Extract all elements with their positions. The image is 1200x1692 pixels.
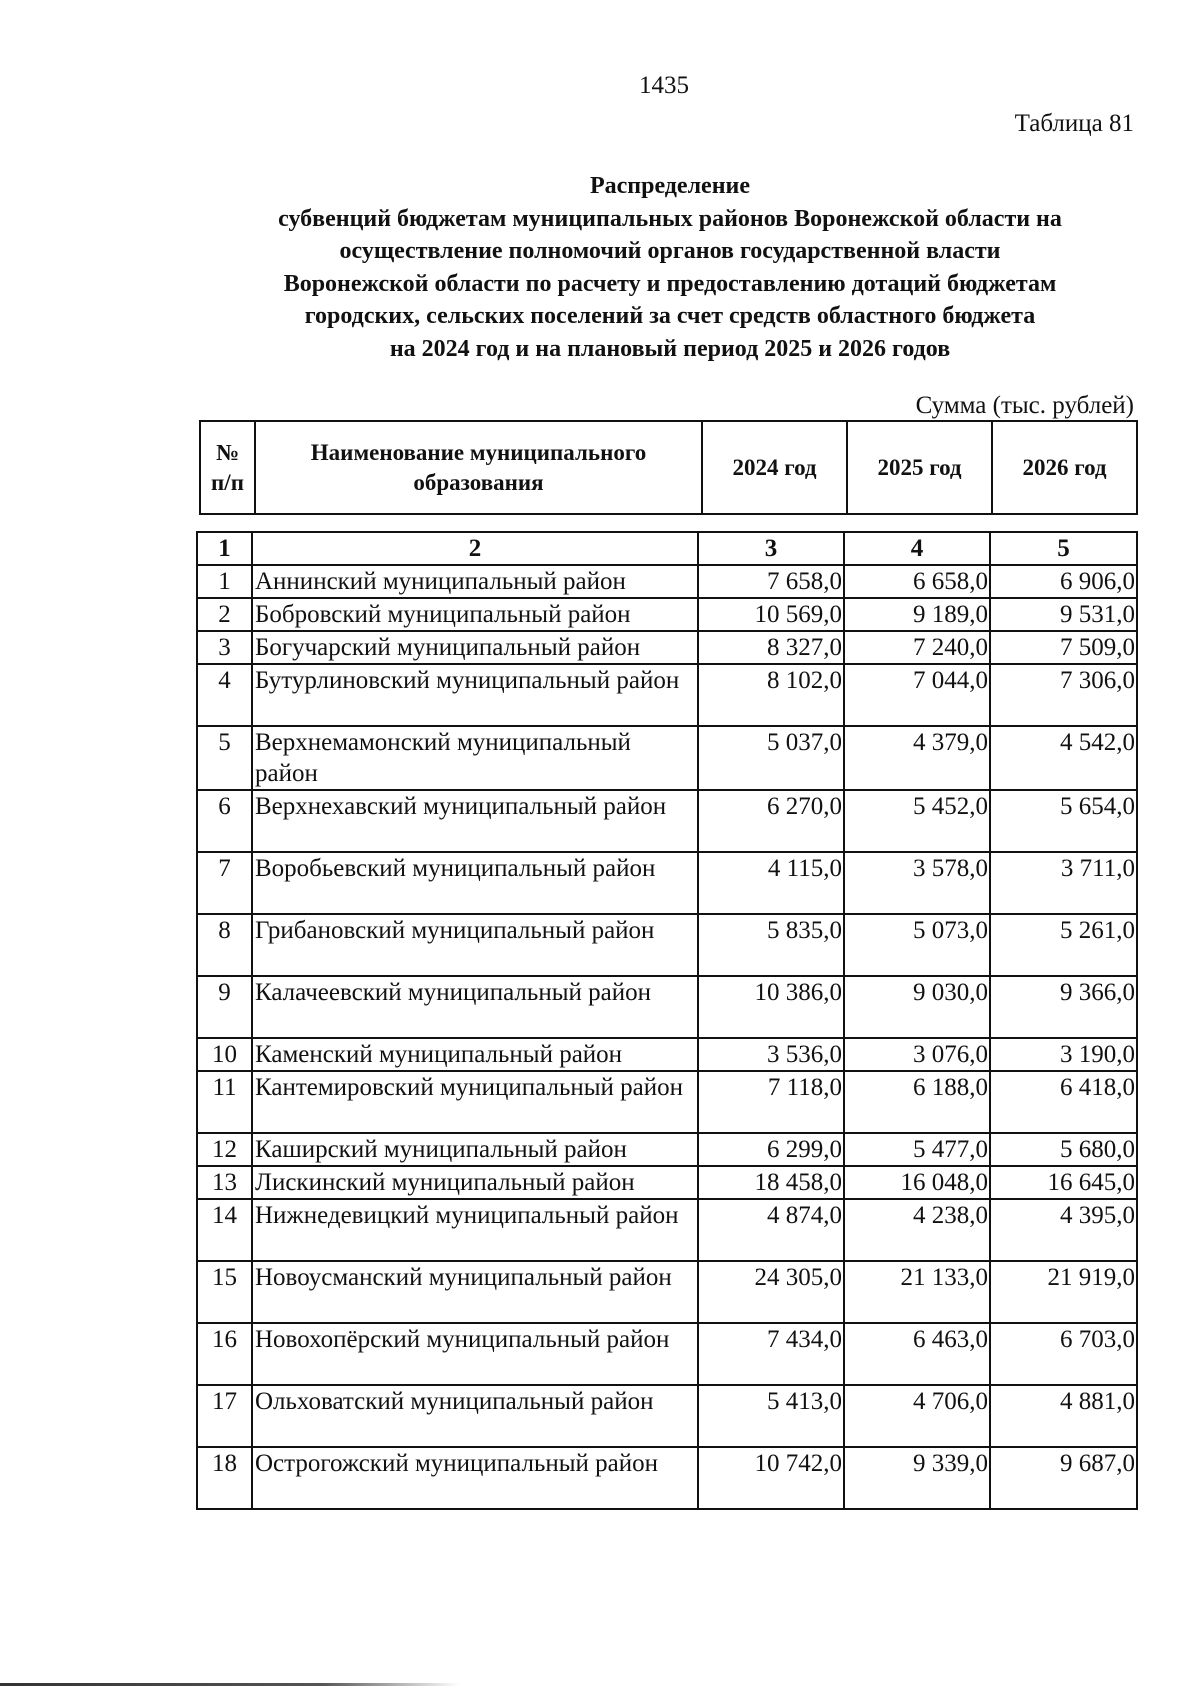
- row-name: Каменский муниципальный район: [252, 1038, 698, 1071]
- value-2025: 3 076,0: [844, 1038, 990, 1071]
- column-number: 1: [197, 532, 252, 565]
- title-line: осуществление полномочий органов государственной власти: [339, 238, 1001, 264]
- column-number-row: [197, 532, 1137, 565]
- value-2024: 5 037,0: [698, 726, 844, 790]
- value-2026: 9 687,0: [990, 1447, 1137, 1509]
- row-number: 9: [197, 976, 252, 1038]
- value-2024: 7 434,0: [698, 1323, 844, 1385]
- row-name: Новоусманский муниципальный район: [252, 1261, 698, 1323]
- value-2026: 16 645,0: [990, 1166, 1137, 1199]
- table-row: [197, 976, 1137, 1038]
- row-name: Бобровский муниципальный район: [252, 598, 698, 631]
- header-name: [255, 421, 702, 514]
- value-2026: 4 881,0: [990, 1385, 1137, 1447]
- value-2025: 6 658,0: [844, 565, 990, 598]
- value-2024: 4 115,0: [698, 852, 844, 914]
- value-2025: 4 238,0: [844, 1199, 990, 1261]
- title-line: Воронежской области по расчету и предоставлению дотаций бюджетам: [283, 270, 1057, 297]
- value-2026: 4 542,0: [990, 726, 1137, 790]
- header-name-line2: образования: [413, 469, 544, 495]
- table-row: [197, 631, 1137, 664]
- row-number: 14: [197, 1199, 252, 1261]
- value-2026: 5 261,0: [990, 914, 1137, 976]
- row-number: 1: [197, 565, 252, 598]
- value-2025: 5 452,0: [844, 790, 990, 852]
- value-2024: 5 413,0: [698, 1385, 844, 1447]
- value-2026: 21 919,0: [990, 1261, 1137, 1323]
- row-name: Верхнехавский муниципальный район: [252, 790, 698, 852]
- row-number: 5: [197, 726, 252, 790]
- table-row: [197, 1323, 1137, 1385]
- row-number: 12: [197, 1133, 252, 1166]
- value-2026: 7 509,0: [990, 631, 1137, 664]
- row-number: 10: [197, 1038, 252, 1071]
- value-2024: 18 458,0: [698, 1166, 844, 1199]
- column-number: 4: [844, 532, 990, 565]
- value-2025: 6 188,0: [844, 1071, 990, 1133]
- header-2025: 2025 год: [847, 421, 992, 514]
- table-row: [197, 790, 1137, 852]
- header-number: [200, 421, 255, 514]
- row-name: Лискинский муниципальный район: [252, 1166, 698, 1199]
- value-2026: 3 190,0: [990, 1038, 1137, 1071]
- value-2026: 6 418,0: [990, 1071, 1137, 1133]
- value-2026: 3 711,0: [990, 852, 1137, 914]
- row-name: Острогожский муниципальный район: [252, 1447, 698, 1509]
- row-name: Каширский муниципальный район: [252, 1133, 698, 1166]
- row-name: Верхнемамонский муниципальный район: [252, 726, 698, 790]
- table-row: [197, 1199, 1137, 1261]
- row-name: Грибановский муниципальный район: [252, 914, 698, 976]
- row-name: Нижнедевицкий муниципальный район: [252, 1199, 698, 1261]
- table-row: [197, 1133, 1137, 1166]
- table-row: [197, 1071, 1137, 1133]
- value-2026: 9 366,0: [990, 976, 1137, 1038]
- row-number: 18: [197, 1447, 252, 1509]
- title-line: субвенций бюджетам муниципальных районов Воронежской области на: [278, 205, 1062, 232]
- column-number: 3: [698, 532, 844, 565]
- value-2024: 4 874,0: [698, 1199, 844, 1261]
- table-row: [197, 726, 1137, 790]
- value-2024: 10 742,0: [698, 1447, 844, 1509]
- row-name: Аннинский муниципальный район: [252, 565, 698, 598]
- value-2025: 9 339,0: [844, 1447, 990, 1509]
- value-2025: 6 463,0: [844, 1323, 990, 1385]
- value-2026: 7 306,0: [990, 664, 1137, 726]
- value-2025: 7 240,0: [844, 631, 990, 664]
- table-label: Таблица 81: [1014, 110, 1134, 137]
- value-2025: 4 706,0: [844, 1385, 990, 1447]
- row-number: 13: [197, 1166, 252, 1199]
- value-2024: 3 536,0: [698, 1038, 844, 1071]
- table-row: [197, 598, 1137, 631]
- value-2024: 8 102,0: [698, 664, 844, 726]
- column-number: 2: [252, 532, 698, 565]
- value-2025: 3 578,0: [844, 852, 990, 914]
- value-2025: 21 133,0: [844, 1261, 990, 1323]
- column-number: 5: [990, 532, 1137, 565]
- row-number: 7: [197, 852, 252, 914]
- header-number-line1: №: [215, 439, 240, 465]
- row-name: Новохопёрский муниципальный район: [252, 1323, 698, 1385]
- row-number: 4: [197, 664, 252, 726]
- value-2026: 5 654,0: [990, 790, 1137, 852]
- table-row: [197, 1038, 1137, 1071]
- value-2025: 4 379,0: [844, 726, 990, 790]
- table-row: [197, 1447, 1137, 1509]
- header-number-line2: п/п: [211, 469, 244, 495]
- row-number: 11: [197, 1071, 252, 1133]
- data-table: [196, 531, 1138, 1510]
- row-number: 16: [197, 1323, 252, 1385]
- header-2026: 2026 год: [992, 421, 1137, 514]
- value-2026: 6 703,0: [990, 1323, 1137, 1385]
- title-line: Распределение: [589, 173, 751, 199]
- units-label: Сумма (тыс. рублей): [915, 392, 1134, 419]
- value-2024: 7 118,0: [698, 1071, 844, 1133]
- value-2024: 8 327,0: [698, 631, 844, 664]
- row-number: 8: [197, 914, 252, 976]
- value-2026: 5 680,0: [990, 1133, 1137, 1166]
- document-title: [200, 170, 1140, 365]
- table-row: [197, 1166, 1137, 1199]
- table-row: [197, 1261, 1137, 1323]
- row-name: Ольховатский муниципальный район: [252, 1385, 698, 1447]
- header-name-line1: Наименование муниципального: [310, 439, 647, 465]
- table-row: [197, 914, 1137, 976]
- page-number: 1435: [639, 72, 689, 99]
- value-2025: 9 189,0: [844, 598, 990, 631]
- table-row: [197, 664, 1137, 726]
- table-row: [197, 852, 1137, 914]
- row-name: Калачеевский муниципальный район: [252, 976, 698, 1038]
- table-row: [197, 565, 1137, 598]
- value-2024: 10 386,0: [698, 976, 844, 1038]
- row-number: 15: [197, 1261, 252, 1323]
- row-number: 3: [197, 631, 252, 664]
- value-2025: 7 044,0: [844, 664, 990, 726]
- value-2024: 5 835,0: [698, 914, 844, 976]
- row-name: Кантемировский муниципальный район: [252, 1071, 698, 1133]
- row-number: 2: [197, 598, 252, 631]
- table-header: [199, 420, 1138, 515]
- title-line: на 2024 год и на плановый период 2025 и 2026 годов: [389, 335, 951, 362]
- row-name: Богучарский муниципальный район: [252, 631, 698, 664]
- header-2024: 2024 год: [702, 421, 847, 514]
- value-2025: 5 477,0: [844, 1133, 990, 1166]
- value-2025: 5 073,0: [844, 914, 990, 976]
- table-body: [197, 532, 1137, 1509]
- row-name: Воробьевский муниципальный район: [252, 852, 698, 914]
- value-2026: 4 395,0: [990, 1199, 1137, 1261]
- row-number: 6: [197, 790, 252, 852]
- value-2024: 6 270,0: [698, 790, 844, 852]
- value-2024: 24 305,0: [698, 1261, 844, 1323]
- scan-artifact-line: [0, 1683, 460, 1686]
- value-2025: 9 030,0: [844, 976, 990, 1038]
- value-2025: 16 048,0: [844, 1166, 990, 1199]
- table-row: [197, 1385, 1137, 1447]
- title-line: городских, сельских поселений за счет средств областного бюджета: [304, 303, 1036, 329]
- value-2024: 10 569,0: [698, 598, 844, 631]
- value-2024: 6 299,0: [698, 1133, 844, 1166]
- value-2026: 9 531,0: [990, 598, 1137, 631]
- value-2026: 6 906,0: [990, 565, 1137, 598]
- row-name: Бутурлиновский муниципальный район: [252, 664, 698, 726]
- row-number: 17: [197, 1385, 252, 1447]
- value-2024: 7 658,0: [698, 565, 844, 598]
